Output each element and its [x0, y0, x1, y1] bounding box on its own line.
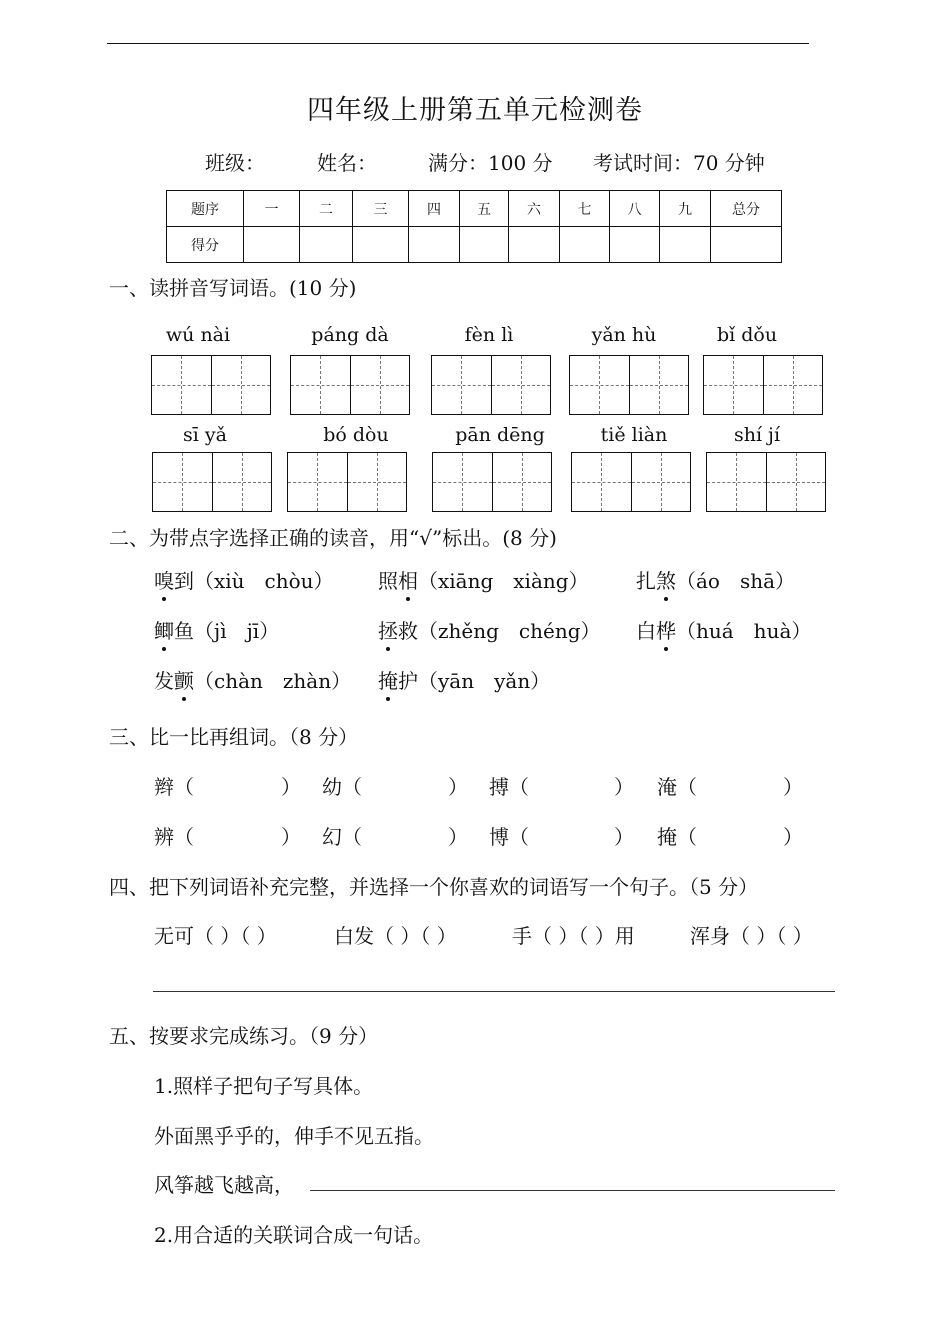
close-paren: ）: [281, 825, 301, 849]
writing-grid[interactable]: [287, 452, 407, 512]
item-char: 扎: [636, 569, 656, 593]
item-char: 发: [154, 669, 174, 693]
pinyin-options: （huá huà）: [676, 619, 812, 643]
pinyin-label: bó dòu: [323, 424, 389, 446]
section-3-heading: 三、比一比再组词。（8 分）: [109, 725, 359, 749]
section-4-heading: 四、把下列词语补充完整，并选择一个你喜欢的词语写一个句子。（5 分）: [109, 875, 759, 899]
item-char: 救: [398, 619, 418, 643]
close-paren: ）: [783, 775, 803, 799]
dotted-char: 颤: [174, 665, 194, 694]
score-cell[interactable]: [711, 227, 782, 263]
answer-line[interactable]: [310, 1190, 835, 1191]
table-header-cell: 总分: [711, 191, 782, 227]
pinyin-label: yǎn hù: [591, 324, 657, 346]
table-header-cell: 一: [244, 191, 300, 227]
pinyin-options: （áo shā）: [676, 569, 796, 593]
item-char: 鱼: [174, 619, 194, 643]
table-header-cell: 六: [509, 191, 560, 227]
table-header-cell: 二: [300, 191, 353, 227]
compare-char: 淹（: [657, 775, 697, 799]
pinyin-label: wú nài: [165, 324, 231, 346]
score-table-score-row: [167, 227, 782, 263]
close-paren: ）: [614, 825, 634, 849]
score-cell[interactable]: [244, 227, 300, 263]
writing-grid[interactable]: [151, 355, 271, 415]
dotted-char: 鲫: [154, 615, 174, 644]
item-char: 到: [174, 569, 194, 593]
dotted-char: 煞: [656, 565, 676, 594]
exam-time: 考试时间：70 分钟: [593, 151, 765, 175]
idiom-item[interactable]: 无可（ ）（ ）: [154, 924, 277, 948]
pinyin-options: （zhěng chéng）: [418, 619, 601, 643]
score-table-header-row: [167, 191, 782, 227]
page-title: 四年级上册第五单元检测卷: [307, 95, 643, 126]
score-cell[interactable]: [460, 227, 509, 263]
table-header-cell: 七: [560, 191, 610, 227]
score-cell[interactable]: [300, 227, 353, 263]
section-2-heading: 二、为带点字选择正确的读音，用“√”标出。(8 分): [109, 526, 557, 550]
dotted-char: 拯: [378, 615, 398, 644]
pronunciation-item[interactable]: [154, 565, 334, 594]
sentence-prompt: 风筝越飞越高，: [154, 1173, 294, 1197]
dotted-char: 嗅: [154, 565, 174, 594]
section-1-heading: 一、读拼音写词语。(10 分): [109, 276, 357, 300]
compare-char: 博（: [489, 825, 529, 849]
table-header-cell: 题序: [167, 191, 244, 227]
idiom-item[interactable]: 手（ ）（ ）用: [512, 924, 635, 948]
pronunciation-item[interactable]: [154, 665, 351, 694]
pronunciation-item[interactable]: [378, 565, 589, 594]
pinyin-label: shí jí: [733, 424, 781, 446]
full-score: 满分：100 分: [428, 151, 553, 175]
sub-question: 1.照样子把句子写具体。: [154, 1074, 374, 1098]
writing-grid[interactable]: [432, 452, 552, 512]
idiom-item[interactable]: 浑身（ ）（ ）: [690, 924, 813, 948]
idiom-item[interactable]: 白发（ ）（ ）: [334, 924, 457, 948]
score-cell[interactable]: [353, 227, 409, 263]
top-rule: [107, 43, 809, 44]
writing-grid[interactable]: [706, 452, 826, 512]
example-sentence: 外面黑乎乎的，伸手不见五指。: [154, 1124, 434, 1148]
close-paren: ）: [448, 775, 468, 799]
pinyin-options: （xiāng xiàng）: [418, 569, 589, 593]
answer-line[interactable]: [153, 991, 835, 992]
table-header-cell: 四: [409, 191, 460, 227]
pinyin-label: fèn lì: [464, 324, 514, 346]
table-header-cell: 八: [610, 191, 660, 227]
table-header-cell: 九: [660, 191, 711, 227]
dotted-char: 相: [398, 565, 418, 594]
score-cell[interactable]: [560, 227, 610, 263]
class-label: 班级：: [205, 151, 265, 175]
sub-question: 2.用合适的关联词合成一句话。: [154, 1223, 434, 1247]
section-5-heading: 五、按要求完成练习。（9 分）: [109, 1024, 379, 1048]
writing-grid[interactable]: [290, 355, 410, 415]
score-cell[interactable]: [610, 227, 660, 263]
score-table: [166, 190, 782, 263]
pinyin-label: sī yǎ: [183, 424, 227, 446]
dotted-char: 掩: [378, 665, 398, 694]
pinyin-options: （xiù chòu）: [194, 569, 334, 593]
pinyin-options: （yān yǎn）: [418, 669, 551, 693]
score-cell[interactable]: [509, 227, 560, 263]
close-paren: ）: [281, 775, 301, 799]
item-char: 白: [636, 619, 656, 643]
pronunciation-item[interactable]: [636, 615, 811, 644]
compare-char: 掩（: [657, 825, 697, 849]
pinyin-options: （chàn zhàn）: [194, 669, 352, 693]
compare-char: 辫（: [154, 775, 194, 799]
name-label: 姓名：: [317, 151, 377, 175]
score-cell[interactable]: [409, 227, 460, 263]
score-row-label: 得分: [167, 227, 244, 263]
table-header-cell: 五: [460, 191, 509, 227]
compare-char: 幼（: [322, 775, 362, 799]
compare-char: 幻（: [322, 825, 362, 849]
pinyin-label: tiě liàn: [600, 424, 668, 446]
item-char: 护: [398, 669, 418, 693]
writing-grid[interactable]: [703, 355, 823, 415]
compare-char: 辨（: [154, 825, 194, 849]
pronunciation-item[interactable]: [154, 615, 279, 644]
close-paren: ）: [448, 825, 468, 849]
writing-grid[interactable]: [152, 452, 272, 512]
pinyin-label: bǐ dǒu: [716, 324, 778, 346]
pronunciation-item[interactable]: [636, 565, 795, 594]
pronunciation-item[interactable]: [378, 615, 601, 644]
close-paren: ）: [614, 775, 634, 799]
item-char: 照: [378, 569, 398, 593]
close-paren: ）: [783, 825, 803, 849]
pinyin-label: pān dēng: [455, 424, 545, 446]
pinyin-options: （jì jī）: [194, 619, 280, 643]
writing-grid[interactable]: [431, 355, 551, 415]
writing-grid[interactable]: [569, 355, 689, 415]
score-cell[interactable]: [660, 227, 711, 263]
pinyin-label: páng dà: [311, 324, 389, 346]
dotted-char: 桦: [656, 615, 676, 644]
writing-grid[interactable]: [571, 452, 691, 512]
table-header-cell: 三: [353, 191, 409, 227]
compare-char: 搏（: [489, 775, 529, 799]
pronunciation-item[interactable]: [378, 665, 550, 694]
